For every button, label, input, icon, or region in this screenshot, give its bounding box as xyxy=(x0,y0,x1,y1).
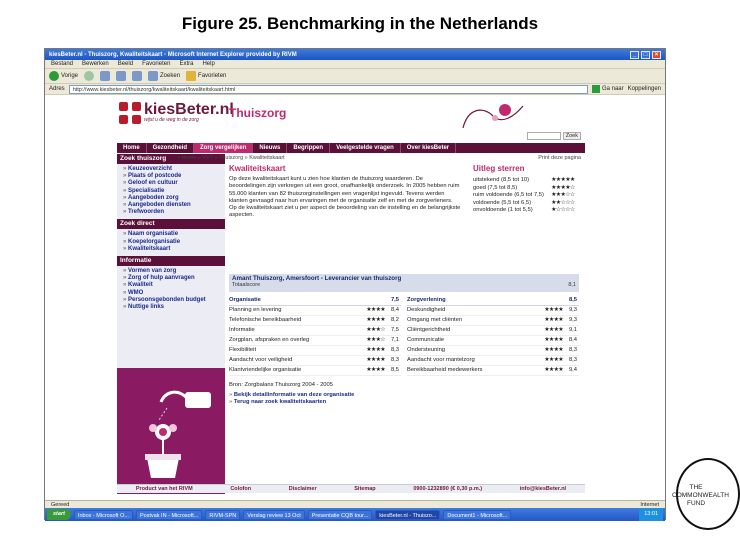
sidebar-list xyxy=(117,229,225,256)
aspect-label: Ondersteuning xyxy=(407,345,533,355)
sidebar-link[interactable]: » Aangeboden diensten xyxy=(123,202,222,209)
column-header: Zorgverlening xyxy=(407,295,533,305)
refresh-icon xyxy=(116,71,126,81)
back-to-search-link[interactable]: » Terug naar zoek kwaliteitskaarten xyxy=(229,399,579,406)
browser-toolbar xyxy=(45,69,665,84)
logo-line: FUND xyxy=(686,500,706,507)
go-arrow-icon xyxy=(592,85,600,93)
minimize-icon[interactable]: _ xyxy=(630,51,639,59)
sidebar-link[interactable]: » Koepelorganisatie xyxy=(123,239,222,246)
web-page xyxy=(45,96,665,494)
taskbar-item[interactable]: RIVM-SPN xyxy=(205,510,240,520)
links-button[interactable]: Koppelingen xyxy=(627,86,661,92)
breadcrumb[interactable]: » Home » VVT » Thuiszorg » Kwaliteitskaart xyxy=(177,155,285,161)
provider-header xyxy=(229,274,579,292)
stars-icon: ★★★★ xyxy=(533,315,563,325)
close-icon[interactable]: × xyxy=(652,51,661,59)
aspect-label: Informatie xyxy=(229,325,355,335)
site-search-input[interactable] xyxy=(527,132,561,140)
score-tables xyxy=(229,295,579,376)
legend-row xyxy=(473,177,577,185)
go-label: Ga naar xyxy=(601,86,624,92)
footer-link[interactable]: Sitemap xyxy=(354,486,376,492)
window-titlebar xyxy=(45,49,665,60)
stars-icon: ★★★★ xyxy=(533,305,563,315)
stop-button[interactable] xyxy=(100,71,110,81)
sidebar-link[interactable]: » Kwaliteit xyxy=(123,282,222,289)
legend-row xyxy=(473,192,577,200)
sidebar-list xyxy=(117,164,225,219)
menu-item[interactable]: Favorieten xyxy=(142,61,171,67)
score: 8,3 xyxy=(385,355,401,365)
window-title: kiesBeter.nl - Thuiszorg, Kwaliteitskaart - Microsoft Internet Explorer provided by RIVM xyxy=(49,51,297,58)
search-label: Zoeken xyxy=(160,73,181,79)
kwaliteitskaart-heading: Kwaliteitskaart xyxy=(229,164,286,173)
address-input[interactable]: http://www.kiesbeter.nl/thuiszorg/kwaliteitskaart/kwaliteitskaart.html xyxy=(69,85,588,94)
score: 8,4 xyxy=(563,335,579,345)
stars-icon: ★★★★ xyxy=(355,355,385,365)
nav-nieuws[interactable]: Nieuws xyxy=(253,143,287,153)
table-row xyxy=(407,325,579,335)
taskbar-item[interactable]: Presentatie CQB tour... xyxy=(308,510,373,520)
intro-text: Op deze kwaliteitskaart kunt u zien hoe klanten de thuiszorg waarderen. De beoordelingen zijn verkregen uit een groot, onafhankelijk onderzoek. In 2005 hebben ruim 55.000 klanten van 82 thuiszorginstellingen een vragenlijst ingevuld. Tevens werden klanten gevraagd naar hun ervaringen met de organisatie zelf en met de zorgverleners. Op de kwaliteitskaart ziet u per aspect de beoordeling van de instelling en de belangrijkste aspecten. xyxy=(229,176,461,219)
windows-taskbar xyxy=(45,508,665,521)
taskbar-item-active[interactable]: kiesBeter.nl - Thuiszo... xyxy=(375,510,440,520)
aspect-label: Bereikbaarheid medewerkers xyxy=(407,365,533,375)
sidebar-link[interactable]: » Nuttige links xyxy=(123,304,222,311)
logo-tagline: wijst u de weg in de zorg xyxy=(144,117,199,123)
menu-item[interactable]: Help xyxy=(202,61,215,67)
sidebar-heading: Informatie xyxy=(117,256,225,266)
flower-watering-illustration xyxy=(117,368,225,494)
aspect-label: Klantvriendelijke organisatie xyxy=(229,365,355,375)
footer-link[interactable]: Product van het RIVM xyxy=(135,486,193,492)
sidebar-link[interactable]: » Geloof en cultuur xyxy=(123,180,222,187)
commonwealth-fund-logo xyxy=(672,458,729,530)
stars-icon: ★★★★ xyxy=(355,365,385,375)
favorites-label: Favorieten xyxy=(198,73,227,79)
sidebar-link[interactable]: » Kwaliteitskaart xyxy=(123,246,222,253)
table-row xyxy=(407,355,579,365)
overall-score xyxy=(232,282,576,288)
menu-item[interactable]: Extra xyxy=(179,61,194,67)
header-score: 7,5 xyxy=(385,295,401,305)
stars-icon: ★★★☆☆ xyxy=(551,192,575,199)
kwaliteitskaart-section xyxy=(229,164,465,220)
table-row xyxy=(407,365,579,375)
footer-link[interactable]: Disclaimer xyxy=(288,486,317,492)
legend-table xyxy=(473,177,577,215)
table-row xyxy=(229,335,401,345)
taskbar-item[interactable]: Verslag review 13 Oct xyxy=(243,510,305,520)
table-row xyxy=(229,365,401,375)
score: 9,1 xyxy=(563,325,579,335)
table-row xyxy=(229,325,401,335)
provider-name: Amant Thuiszorg, Amersfoort - Leverancier van thuiszorg xyxy=(232,275,402,282)
provider-links xyxy=(229,392,579,407)
back-arrow-icon xyxy=(49,71,59,81)
start-button[interactable]: start xyxy=(47,509,71,520)
stars-icon: ★★★★★ xyxy=(551,177,575,183)
stop-icon xyxy=(100,71,110,81)
stars-icon: ★★★★ xyxy=(533,365,563,375)
column-header: Organisatie xyxy=(229,295,355,305)
site-search-button[interactable]: Zoek xyxy=(563,132,581,140)
score: 8,3 xyxy=(563,355,579,365)
aspect-label: Aandacht voor mantelzorg xyxy=(407,355,533,365)
aspect-label: Telefonische bereikbaarheid xyxy=(229,315,355,325)
stars-icon: ★★★★ xyxy=(533,325,563,335)
detail-info-link[interactable]: » Bekijk detailinformatie van deze organisatie xyxy=(229,392,579,399)
site-footer xyxy=(117,484,585,493)
aspect-label: Omgang met cliënten xyxy=(407,315,533,325)
security-zone: Internet xyxy=(640,501,659,508)
cross-logo-icon xyxy=(119,102,141,124)
aspect-label: Cliëntgerichtheid xyxy=(407,325,533,335)
nav-zorg-vergelijken[interactable]: Zorg vergelijken xyxy=(194,143,253,153)
aspect-label: Zorgplan, afspraken en overleg xyxy=(229,335,355,345)
table-row xyxy=(407,315,579,325)
sidebar-list xyxy=(117,266,225,314)
stars-icon: ★★★★ xyxy=(355,305,385,315)
overall-value: 8,1 xyxy=(568,282,576,288)
sidebar-link[interactable]: » Trefwoorden xyxy=(123,209,222,216)
footer-phone: 0900-1232890 (€ 0,30 p.m.) xyxy=(413,486,483,492)
nav-begrippen[interactable]: Begrippen xyxy=(287,143,330,153)
go-button[interactable] xyxy=(592,85,624,93)
taskbar-item[interactable]: Inbox - Microsoft O... xyxy=(74,510,133,520)
table-row xyxy=(229,355,401,365)
menu-bar xyxy=(45,60,665,69)
score: 8,3 xyxy=(385,345,401,355)
score: 8,5 xyxy=(385,365,401,375)
menu-item[interactable]: Beeld xyxy=(117,61,134,67)
taskbar-item[interactable]: Postvak IN - Microsoft... xyxy=(136,510,202,520)
sidebar-link[interactable]: » Keuzeoverzicht xyxy=(123,166,222,173)
legend-label: voldoende (5,5 tot 6,5) xyxy=(473,199,532,206)
slide-title: Figure 25. Benchmarking in the Netherlands xyxy=(181,14,539,33)
home-button[interactable] xyxy=(132,71,142,81)
header-score: 8,5 xyxy=(563,295,579,305)
section-title: Thuiszorg xyxy=(229,106,287,120)
main-navigation xyxy=(117,143,585,153)
system-clock: 13:01 xyxy=(639,508,663,521)
status-text: Gereed xyxy=(51,501,70,508)
sidebar-link[interactable]: » WMO xyxy=(123,290,222,297)
aspect-label: Deskundigheid xyxy=(407,305,533,315)
taskbar-item[interactable]: Document1 - Microsoft... xyxy=(443,510,511,520)
window-controls xyxy=(630,51,661,59)
table-header xyxy=(407,295,579,305)
address-bar xyxy=(45,84,665,95)
stars-icon: ★★★★ xyxy=(533,335,563,345)
legend-label: onvoldoende (1 tot 5,5) xyxy=(473,207,533,214)
legend-label: ruim voldoende (6,5 tot 7,5) xyxy=(473,192,544,199)
sidebar-link[interactable]: » Persoonsgebonden budget xyxy=(123,297,222,304)
menu-item[interactable]: Bewerken xyxy=(82,61,109,67)
sidebar xyxy=(117,154,225,494)
footer-email-link[interactable]: info@kiesBeter.nl xyxy=(519,486,567,492)
legend-label: goed (7,5 tot 8,5) xyxy=(473,184,518,191)
stars-icon: ★★★★ xyxy=(533,345,563,355)
sidebar-link[interactable]: » Naam organisatie xyxy=(123,231,222,238)
stars-icon: ★★★★ xyxy=(533,355,563,365)
maximize-icon[interactable]: □ xyxy=(641,51,650,59)
stars-icon: ★☆☆☆☆ xyxy=(551,207,575,214)
browser-screenshot xyxy=(44,48,666,520)
overall-label: Totaalscore xyxy=(232,282,261,288)
status-bar xyxy=(45,500,665,508)
score: 8,4 xyxy=(385,305,401,315)
table-row xyxy=(229,315,401,325)
aspect-label: Planning en levering xyxy=(229,305,355,315)
sidebar-link[interactable]: » Zorg of hulp aanvragen xyxy=(123,275,222,282)
source-note: Bron: Zorgbalans Thuiszorg 2004 - 2005 xyxy=(229,381,333,388)
back-label: Vorige xyxy=(61,73,79,79)
score: 9,4 xyxy=(563,365,579,375)
table-row xyxy=(407,335,579,345)
stars-icon: ★★★★ xyxy=(355,315,385,325)
nav-gezondheid[interactable]: Gezondheid xyxy=(147,143,194,153)
table-header xyxy=(229,295,401,305)
nav-over-kiesbeter[interactable]: Over kiesBeter xyxy=(401,143,456,153)
score: 7,1 xyxy=(385,335,401,345)
zorgverlening-table xyxy=(407,295,579,376)
stars-icon: ★★☆☆☆ xyxy=(551,199,575,206)
forward-arrow-icon xyxy=(84,71,94,81)
nav-home[interactable]: Home xyxy=(117,143,147,153)
sidebar-heading: Zoek direct xyxy=(117,219,225,229)
score: 7,5 xyxy=(385,325,401,335)
sidebar-link[interactable]: » Aangeboden zorg xyxy=(123,195,222,202)
stars-icon: ★★★☆ xyxy=(355,325,385,335)
home-icon xyxy=(132,71,142,81)
provider-scorecard xyxy=(229,274,579,406)
table-row xyxy=(407,345,579,355)
sidebar-link[interactable]: » Specialisatie xyxy=(123,188,222,195)
table-row xyxy=(407,305,579,315)
favorites-button[interactable] xyxy=(186,71,226,81)
aspect-label: Aandacht voor veiligheid xyxy=(229,355,355,365)
logo-line: THE xyxy=(689,484,703,491)
score: 8,2 xyxy=(385,315,401,325)
address-label: Adres xyxy=(49,86,65,92)
logo-text: kiesBeter.nl xyxy=(144,101,234,118)
table-row xyxy=(229,305,401,315)
aspect-label: Flexibiliteit xyxy=(229,345,355,355)
menu-item[interactable]: Bestand xyxy=(51,61,74,67)
logo-line: COMMONWEALTH xyxy=(672,492,729,499)
site-logo[interactable] xyxy=(119,102,234,124)
logo-text xyxy=(672,484,729,508)
header-illustration xyxy=(443,98,533,128)
score: 9,3 xyxy=(563,315,579,325)
legend-heading: Uitleg sterren xyxy=(473,164,525,173)
print-link[interactable]: Print deze pagina xyxy=(538,155,581,161)
score: 9,3 xyxy=(563,305,579,315)
search-icon xyxy=(148,71,158,81)
nav-veelgestelde-vragen[interactable]: Veelgestelde vragen xyxy=(330,143,401,153)
star-icon xyxy=(186,71,196,81)
table-row xyxy=(229,345,401,355)
sidebar-link[interactable]: » Vormen van zorg xyxy=(123,268,222,275)
organisatie-table xyxy=(229,295,401,376)
sidebar-heading: Zoek thuiszorg xyxy=(117,154,225,164)
legend-label: uitstekend (8,5 tot 10) xyxy=(473,177,530,183)
search-button[interactable] xyxy=(148,71,180,81)
back-button[interactable] xyxy=(49,71,78,81)
stars-icon: ★★★☆ xyxy=(355,335,385,345)
stars-icon: ★★★★ xyxy=(355,345,385,355)
score: 8,3 xyxy=(563,345,579,355)
footer-link[interactable]: Colofon xyxy=(230,486,252,492)
site-container xyxy=(117,98,585,494)
refresh-button[interactable] xyxy=(116,71,126,81)
forward-button[interactable] xyxy=(84,71,94,81)
star-legend xyxy=(473,164,581,215)
sidebar-link[interactable]: » Plaats of postcode xyxy=(123,173,222,180)
stars-icon: ★★★★☆ xyxy=(551,184,575,191)
legend-row xyxy=(473,207,577,215)
aspect-label: Communicatie xyxy=(407,335,533,345)
